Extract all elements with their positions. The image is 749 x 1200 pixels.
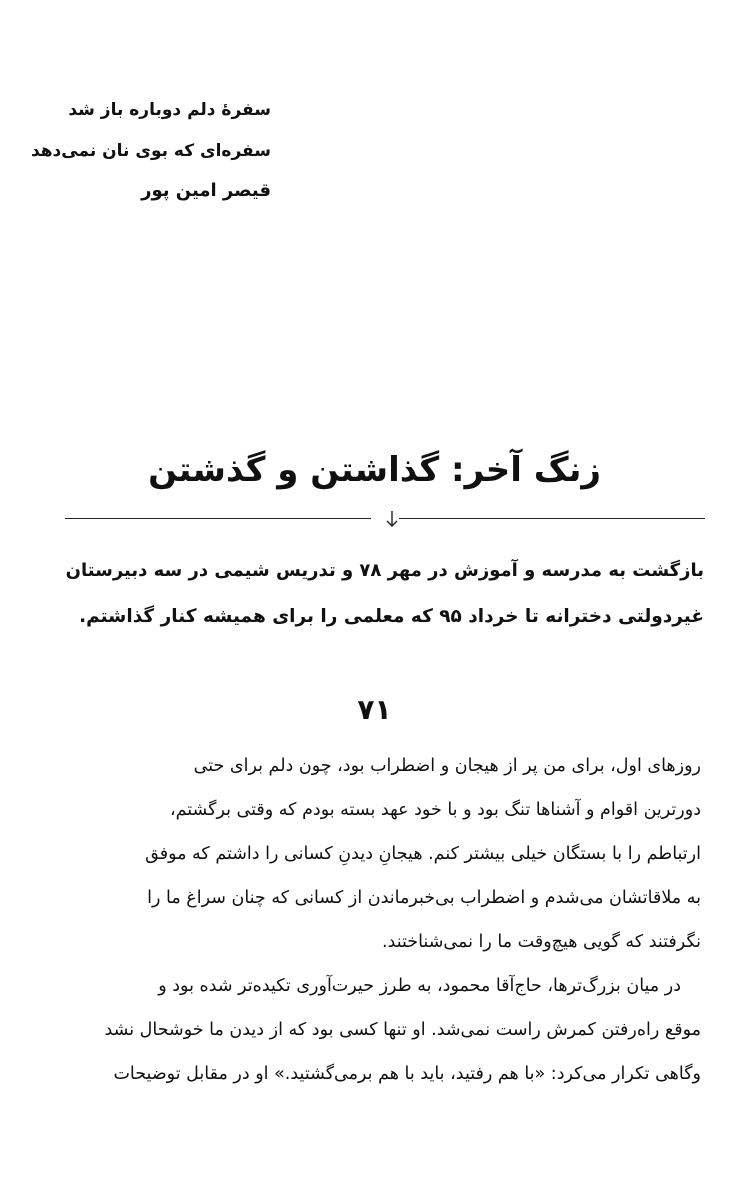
body-line: وگاهی تکرار می‌کرد: «با هم رفتید، باید با هم برمی‌گشتید.» او در مقابل توضیحات [113, 1064, 701, 1084]
body-line: موقع راه‌رفتن کمرش راست نمی‌شد. او تنها کسی بود که از دیدن ما خوشحال نشد [104, 1020, 701, 1040]
chapter-divider [65, 507, 705, 531]
section-number: ۷۱ [357, 693, 392, 726]
chapter-title: زنگ آخر: گذاشتن و گذشتن [148, 450, 601, 490]
body-line: نگرفتند که گویی هیچ‌وقت ما را نمی‌شناختند. [381, 932, 701, 952]
body-line: ارتباطم را با بستگان خیلی بیشتر کنم. هیجانِ دیدنِ کسانی را داشتم که موفق [145, 844, 701, 864]
chapter-summary [64, 548, 704, 640]
epigraph-line: سفرهٔ دلم دوباره باز شد [68, 100, 271, 120]
epigraph [11, 90, 271, 210]
body-line: به ملاقاتشان می‌شدم و اضطراب بی‌خبرماندن از کسانی که چنان سراغ ما را [147, 888, 701, 908]
divider-line-right [399, 518, 705, 519]
body-line: روزهای اول، برای من پر از هیجان و اضطراب بود، چون دلم برای حتی [193, 756, 701, 776]
body-line: دورترین اقوام و آشناها تنگ بود و با خود عهد بسته بودم که وقتی برگشتم، [169, 800, 701, 820]
summary-line: غیردولتی دخترانه تا خرداد ۹۵ که معلمی را برای همیشه کنار گذاشتم. [79, 606, 704, 627]
body-text [51, 744, 701, 1096]
summary-line: بازگشت به مدرسه و آموزش در مهر ۷۸ و تدریس شیمی در سه دبیرستان [65, 560, 704, 581]
epigraph-poet: قیصر امین پور [141, 180, 271, 201]
divider-line-left [65, 518, 371, 519]
body-line: در میان بزرگ‌ترها، حاج‌آقا محمود، به طرز حیرت‌آوری تکیده‌تر شده بود و [158, 976, 681, 996]
epigraph-line: سفره‌ای که بوی نان نمی‌دهد [30, 141, 271, 161]
down-arrow-icon [385, 509, 399, 529]
